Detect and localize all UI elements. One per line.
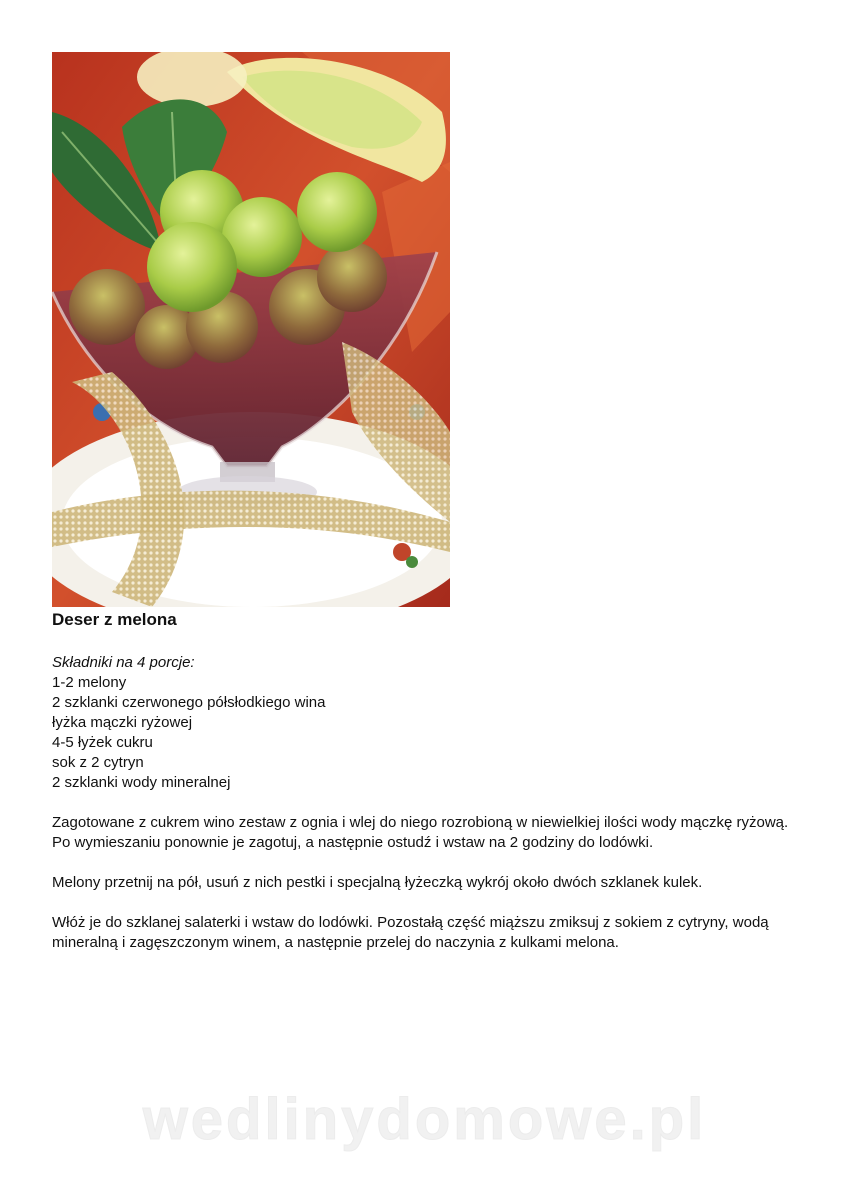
- ingredients-heading: Składniki na 4 porcje:: [52, 654, 195, 671]
- ingredient-item: 2 szklanki czerwonego półsłodkiego wina: [52, 694, 326, 711]
- step-paragraph: Melony przetnij na pół, usuń z nich pestki i specjalną łyżeczką wykrój około dwóch szklanek kulek.: [52, 874, 703, 891]
- ingredient-item: sok z 2 cytryn: [52, 754, 144, 771]
- step-paragraph: Włóż je do szklanej salaterki i wstaw do lodówki. Pozostałą część miąższu zmiksuj z sokiem z cytryny, wodą mineralną i zagęszczonym winem, a następnie przelej do naczynia z kulkami melona.: [52, 914, 769, 951]
- ingredient-item: 4-5 łyżek cukru: [52, 734, 153, 751]
- recipe-title: Deser z melona: [52, 610, 177, 629]
- ingredient-item: 2 szklanki wody mineralnej: [52, 774, 231, 791]
- ingredients-list: [52, 673, 797, 793]
- ingredient-item: 1-2 melony: [52, 674, 127, 691]
- step-paragraph: Zagotowane z cukrem wino zestaw z ognia i wlej do niego rozrobioną w niewielkiej ilości wody mączkę ryżową. Po wymieszaniu ponownie je zagotuj, a następnie ostudź i wstaw na 2 godziny do lodówki.: [52, 814, 789, 851]
- recipe-photo: [52, 52, 450, 607]
- recipe-body: [52, 653, 797, 953]
- site-watermark: wedlinydomowe.pl: [142, 1087, 707, 1152]
- ingredient-item: łyżka mączki ryżowej: [52, 714, 193, 731]
